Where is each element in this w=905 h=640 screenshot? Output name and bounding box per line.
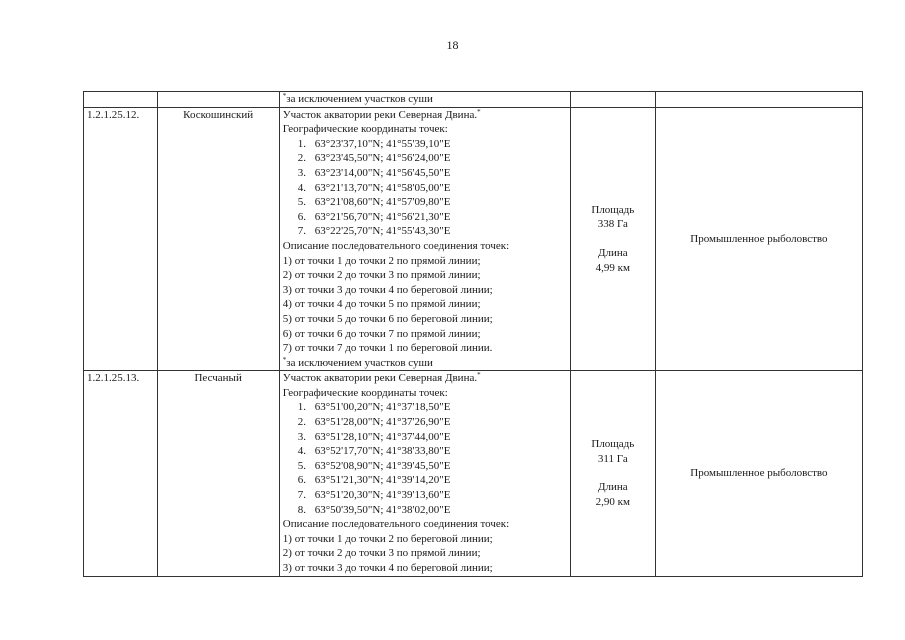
connection-item: 3) от точки 3 до точки 4 по береговой линии; xyxy=(282,283,493,296)
cell-purpose-empty xyxy=(655,92,862,108)
connection-item: 2) от точки 2 до точки 3 по прямой линии; xyxy=(282,269,481,282)
coord-point: 1. 63°51'00,20"N; 41°37'18,50"E xyxy=(297,401,451,414)
coord-point: 8. 63°50'39,50"N; 41°38'02,00"E xyxy=(297,503,451,516)
exclusion-note: за исключением участков суши xyxy=(286,356,433,369)
area-purpose xyxy=(655,107,862,371)
coord-point: 1. 63°23'37,10"N; 41°55'39,10"E xyxy=(297,137,451,150)
area-label: Площадь xyxy=(591,203,635,216)
connection-item: 4) от точки 4 до точки 5 по прямой линии; xyxy=(282,298,481,311)
connection-item: 3) от точки 3 до точки 4 по береговой линии; xyxy=(282,562,493,574)
coord-point: 4. 63°21'13,70"N; 41°58'05,00"E xyxy=(297,181,451,194)
area-id-text: 1.2.1.25.13. xyxy=(87,372,140,385)
cell-continuation-note: *за исключением участков суши xyxy=(279,92,570,108)
area-size xyxy=(570,107,655,371)
area-size xyxy=(570,371,655,576)
area-purpose xyxy=(655,371,862,576)
area-value: 311 Га xyxy=(597,452,628,465)
connection-item: 1) от точки 1 до точки 2 по береговой линии; xyxy=(282,532,493,545)
coords-heading: Географические координаты точек: xyxy=(282,386,448,399)
coord-point: 4. 63°52'17,70"N; 41°38'33,80"E xyxy=(297,445,451,458)
table-row xyxy=(84,371,863,576)
description-title: Участок акватории реки Северная Двина. xyxy=(282,372,478,385)
cell-area-empty xyxy=(570,92,655,108)
coord-point: 5. 63°52'08,90"N; 41°39'45,50"E xyxy=(297,459,451,472)
coord-point: 3. 63°51'28,10"N; 41°37'44,00"E xyxy=(297,430,451,443)
table-row xyxy=(84,107,863,371)
connection-item: 1) от точки 1 до точки 2 по прямой линии; xyxy=(282,254,481,267)
area-description: Участок акватории реки Северная Двина.* Географические координаты точек: 1. 63°23'37,10"N; 41°55'39,10"E 2. 63°23'45,50"N; 41°56'24,00"E 3. 63°23'14,00"N; 41°56'45,50"E 4. 63°21'13,70"N; 41°58'05,00"E 5. 63°21'08,60"N; 41°57'09,80"E 6. 63°21'56,70"N; 41°56'21,30"E 7. 63°22'25,70"N; 41°55'43,30"E Описание последовательного соединения точек: 1) от точки 1 до точки 2 по прямой линии; 2) от точки 2 до точки 3 по прямой линии; 3) от точки 3 до точки 4 по береговой линии; 4) от точки 4 до точки 5 по прямой линии; 5) от точки 5 до точки 6 по береговой линии; 6) от точки 6 до точки 7 по прямой линии; 7) от точки 7 до точки 1 по береговой линии. *за исключением участков суши xyxy=(279,107,570,371)
table-row-continuation xyxy=(84,92,863,108)
coord-point: 6. 63°21'56,70"N; 41°56'21,30"E xyxy=(297,210,451,223)
length-label: Длина xyxy=(598,246,628,259)
area-id-text: 1.2.1.25.12. xyxy=(87,108,140,121)
connection-heading: Описание последовательного соединения точек: xyxy=(282,239,510,252)
coord-point: 7. 63°51'20,30"N; 41°39'13,60"E xyxy=(297,489,451,502)
area-value: 338 Га xyxy=(597,218,628,231)
connection-heading: Описание последовательного соединения точек: xyxy=(282,518,510,531)
coord-point: 3. 63°23'14,00"N; 41°56'45,50"E xyxy=(297,166,451,179)
connection-item: 6) от точки 6 до точки 7 по прямой линии; xyxy=(282,327,481,340)
area-name-text: Песчаный xyxy=(194,372,242,385)
length-value: 2,90 км xyxy=(595,496,630,509)
coord-point: 2. 63°23'45,50"N; 41°56'24,00"E xyxy=(297,152,451,165)
connection-item: 5) от точки 5 до точки 6 по береговой линии; xyxy=(282,312,493,325)
fishing-areas-table xyxy=(83,91,863,577)
connection-item: 2) от точки 2 до точки 3 по прямой линии; xyxy=(282,547,481,560)
area-name xyxy=(157,107,279,371)
area-name-text: Коскошинский xyxy=(183,108,254,121)
purpose-text: Промышленное рыболовство xyxy=(690,467,828,480)
coord-point: 5. 63°21'08,60"N; 41°57'09,80"E xyxy=(297,196,451,209)
area-description: Участок акватории реки Северная Двина.* Географические координаты точек: 1. 63°51'00,20"N; 41°37'18,50"E 2. 63°51'28,00"N; 41°37'26,90"E 3. 63°51'28,10"N; 41°37'44,00"E 4. 63°52'17,70"N; 41°38'33,80"E 5. 63°52'08,90"N; 41°39'45,50"E 6. 63°51'21,30"N; 41°39'14,20"E 7. 63°51'20,30"N; 41°39'13,60"E 8. 63°50'39,50"N; 41°38'02,00"E Описание последовательного соединения точек: 1) от точки 1 до точки 2 по береговой линии; 2) от точки 2 до точки 3 по прямой линии; 3) от точки 3 до точки 4 по береговой линии; xyxy=(279,371,570,576)
coord-point: 7. 63°22'25,70"N; 41°55'43,30"E xyxy=(297,225,451,238)
page-number: 18 xyxy=(446,38,459,52)
length-value: 4,99 км xyxy=(595,261,630,274)
cell-id-empty xyxy=(84,92,158,108)
coord-point: 6. 63°51'21,30"N; 41°39'14,20"E xyxy=(297,474,451,487)
coords-heading: Географические координаты точек: xyxy=(282,123,448,136)
description-title: Участок акватории реки Северная Двина. xyxy=(282,108,478,121)
area-id xyxy=(84,107,158,371)
connection-item: 7) от точки 7 до точки 1 по береговой линии. xyxy=(282,342,493,355)
area-label: Площадь xyxy=(591,438,635,451)
length-label: Длина xyxy=(598,481,628,494)
area-name xyxy=(157,371,279,576)
area-id xyxy=(84,371,158,576)
coord-point: 2. 63°51'28,00"N; 41°37'26,90"E xyxy=(297,416,451,429)
continuation-note-text: за исключением участков суши xyxy=(286,93,433,105)
cell-name-empty xyxy=(157,92,279,108)
purpose-text: Промышленное рыболовство xyxy=(690,232,828,245)
